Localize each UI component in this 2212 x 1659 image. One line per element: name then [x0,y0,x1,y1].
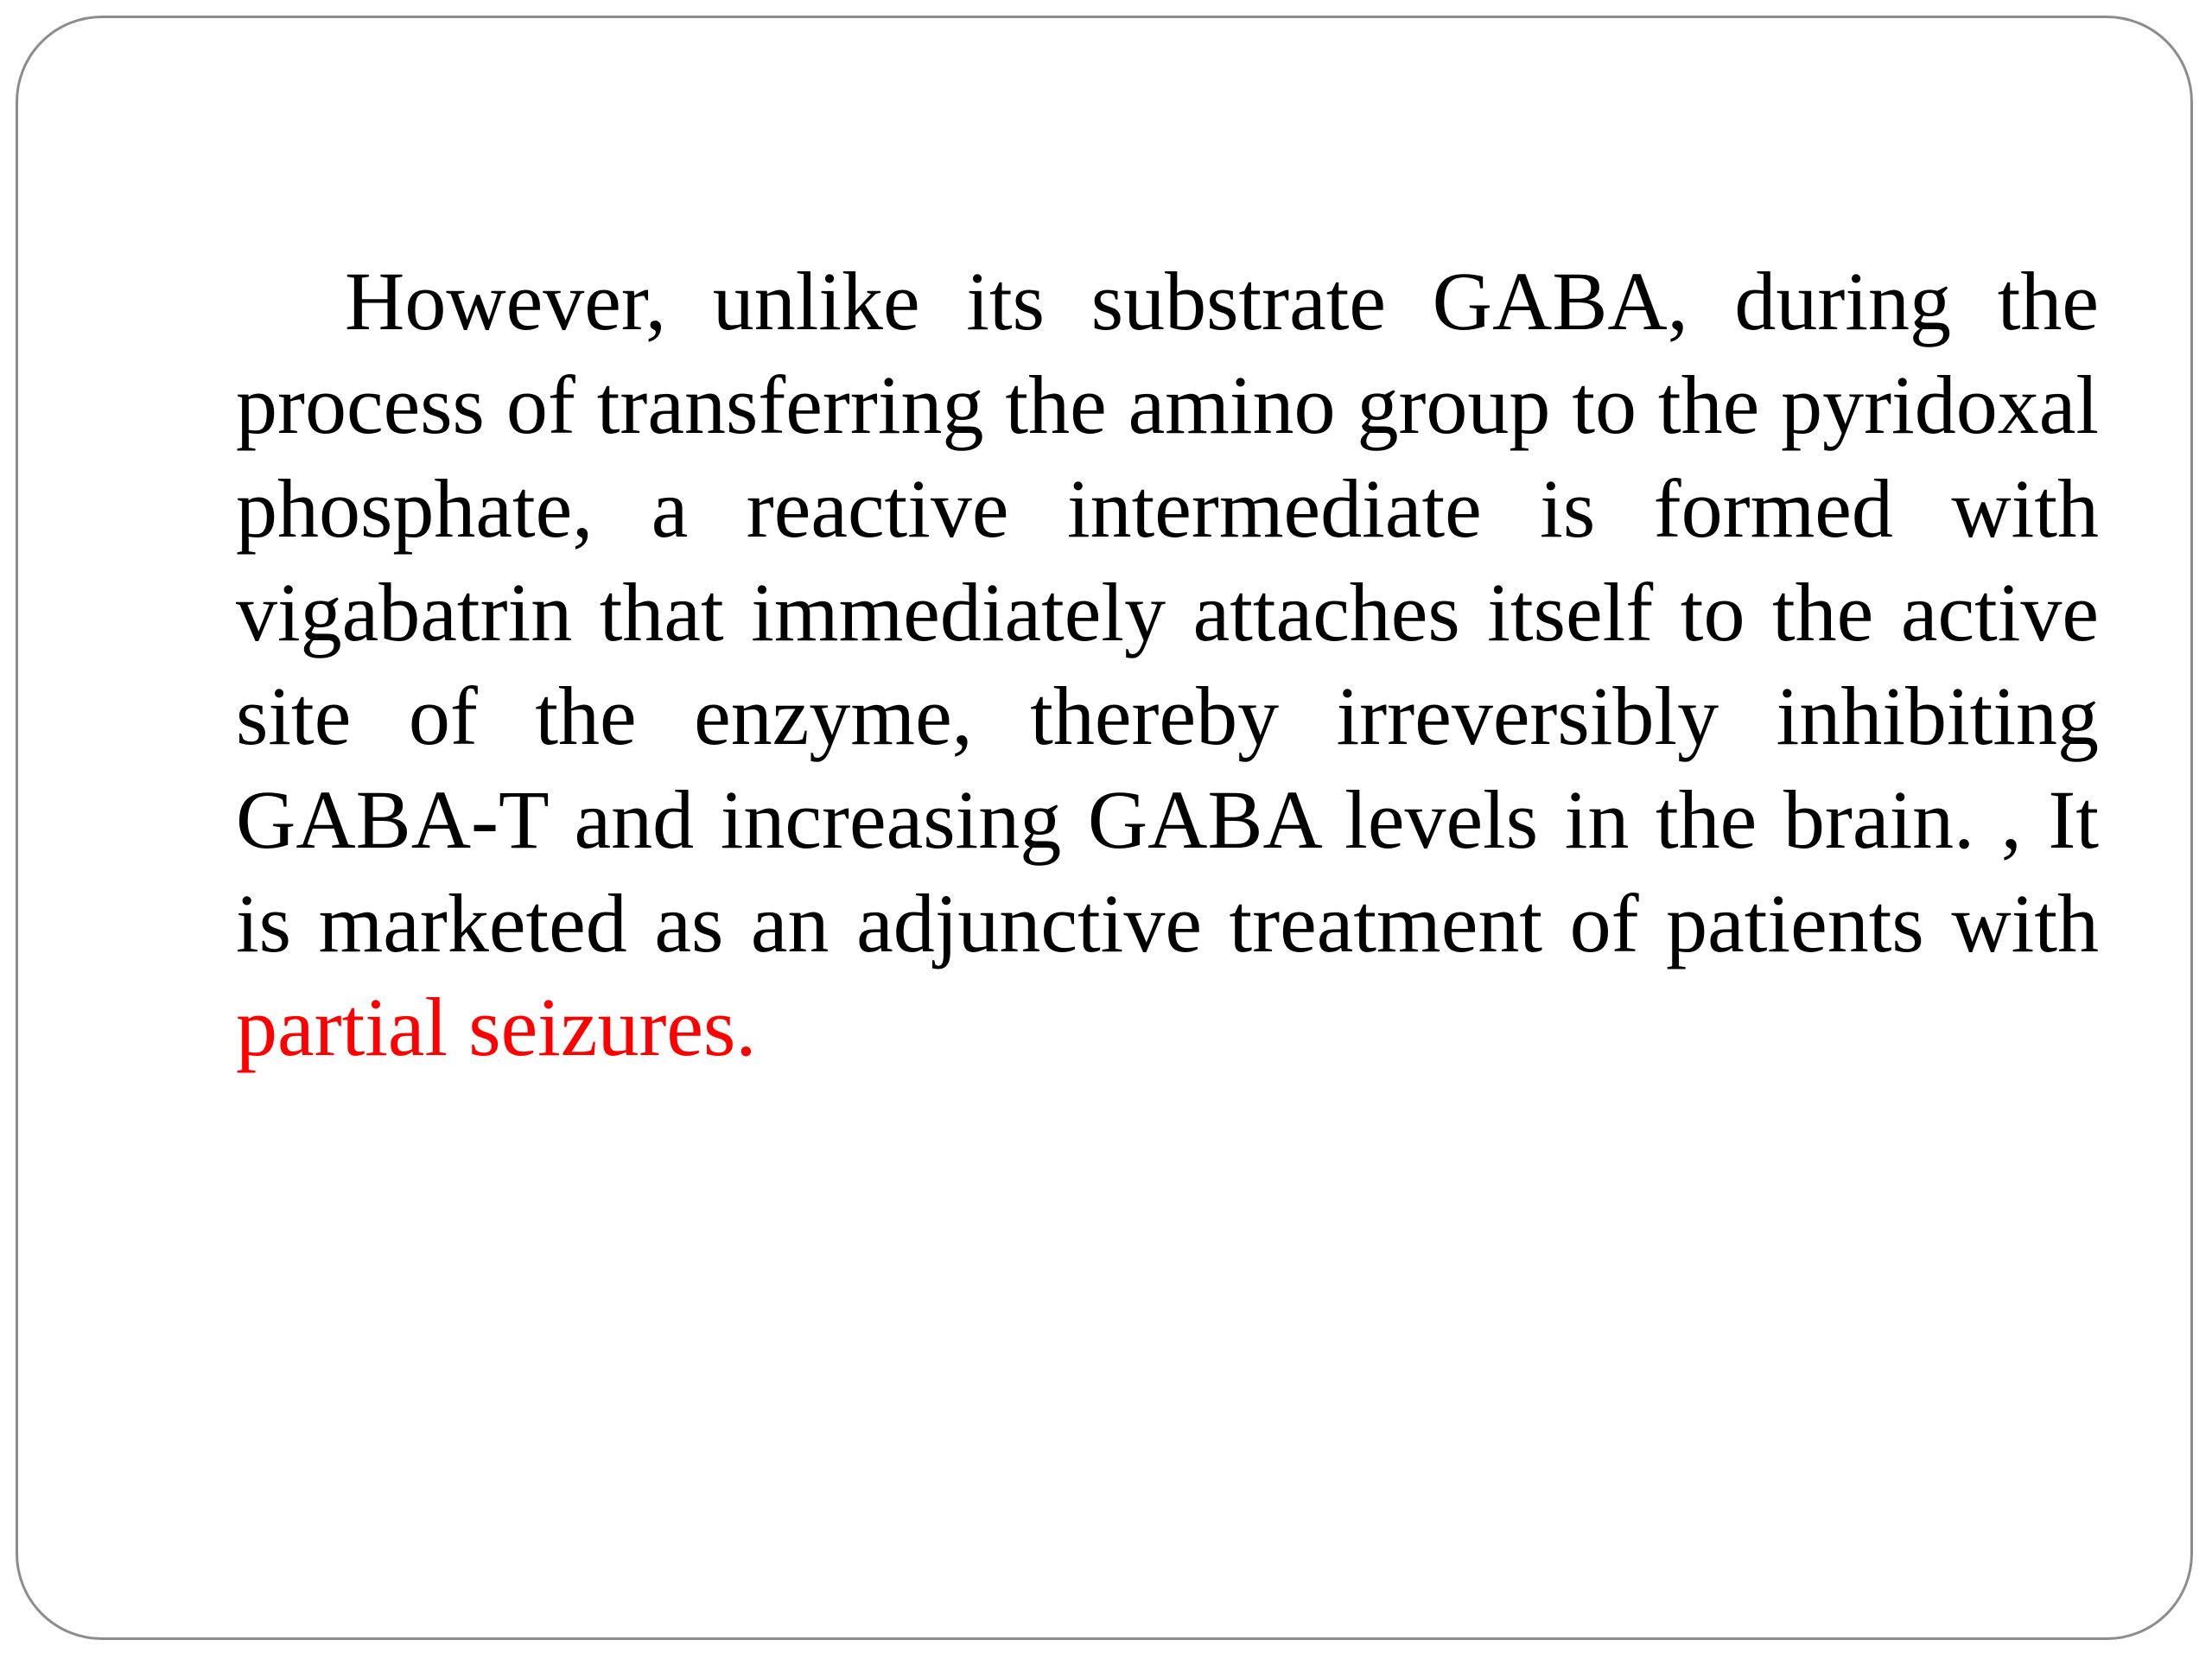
body-paragraph [236,250,2099,1079]
body-paragraph-text: However, unlike its substrate GABA, during the process of transferring the amino group to the pyridoxal phosphate, a reactive intermediate is formed with vigabatrin that immediately attaches itself to the active site of the enzyme, thereby irreversibly inhibiting GABA-T and increasing GABA levels in the brain. , It is marketed as an adjunctive treatment of patients with [236,255,2099,969]
highlighted-term: partial seizures. [236,981,757,1073]
slide-frame [16,16,2193,1640]
